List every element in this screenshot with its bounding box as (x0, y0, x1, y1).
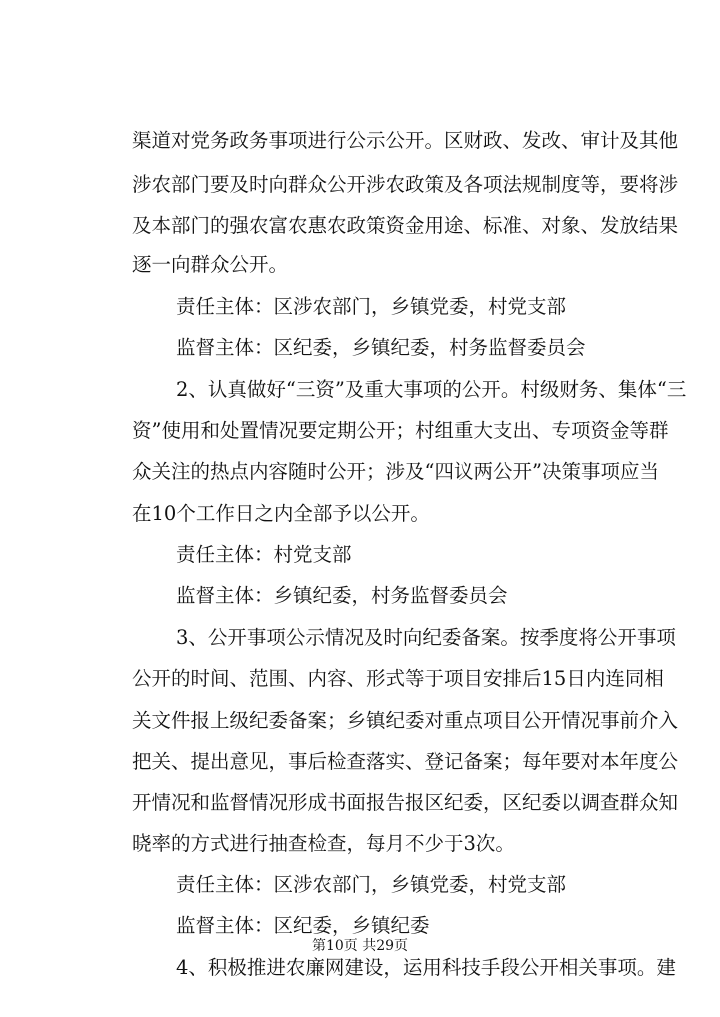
supervisor-line: 监督主体：区纪委，乡镇纪委，村务监督委员会 (176, 336, 586, 359)
section-heading-line: 3、公开事项公示情况及时向纪委备案。按季度将公开事项 (176, 626, 676, 649)
body-line: 开情况和监督情况形成书面报告报区纪委，区纪委以调查群众知 (132, 791, 679, 814)
body-line: 逐一向群众公开。 (132, 253, 289, 276)
supervisor-line: 监督主体：乡镇纪委，村务监督委员会 (176, 584, 508, 607)
body-line: 众关注的热点内容随时公开；涉及“四议两公开”决策事项应当 (132, 460, 659, 483)
responsible-party-line: 责任主体：区涉农部门，乡镇党委，村党支部 (176, 873, 567, 896)
page-number-footer: 第10页 共29页 (311, 938, 409, 954)
body-line: 公开的时间、范围、内容、形式等于项目安排后15日内连同相 (132, 667, 664, 690)
body-line: 把关、提出意见，事后检查落实、登记备案；每年要对本年度公 (132, 750, 679, 773)
supervisor-line: 监督主体：区纪委，乡镇纪委 (176, 914, 430, 937)
body-line: 资”使用和处置情况要定期公开；村组重大支出、专项资金等群 (132, 419, 669, 442)
body-line: 及本部门的强农富农惠农政策资金用途、标准、对象、发放结果 (132, 214, 679, 237)
section-heading-line: 2、认真做好“三资”及重大事项的公开。村级财务、集体“三 (176, 378, 687, 401)
responsible-party-line: 责任主体：区涉农部门，乡镇党委，村党支部 (176, 295, 567, 318)
body-line: 在10个工作日之内全部予以公开。 (132, 502, 430, 525)
body-line: 晓率的方式进行抽查检查，每月不少于3次。 (132, 832, 515, 855)
body-line: 关文件报上级纪委备案；乡镇纪委对重点项目公开情况事前介入 (132, 709, 679, 732)
body-line: 渠道对党务政务事项进行公示公开。区财政、发改、审计及其他 (132, 129, 679, 152)
body-line: 涉农部门要及时向群众公开涉农政策及各项法规制度等，要将涉 (132, 173, 679, 196)
responsible-party-line: 责任主体：村党支部 (176, 543, 352, 566)
section-heading-line: 4、积极推进农廉网建设，运用科技手段公开相关事项。建 (176, 956, 676, 979)
